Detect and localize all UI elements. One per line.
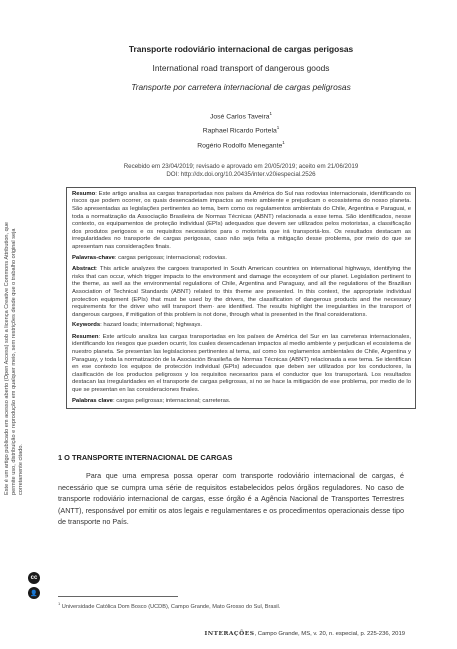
cc-icon: cc [28, 572, 40, 584]
title-portuguese: Transporte rodoviário internacional de cargas perigosas [128, 44, 354, 54]
received-dates: Recebido em 23/04/2019; revisado e aprovado em 20/05/2019; aceito em 21/06/2019 [123, 162, 359, 170]
article-dates [66, 163, 416, 180]
title-spanish: Transporte por carretera internacional de cargas peligrosas [131, 82, 351, 92]
doi-link[interactable]: DOI: http://dx.doi.org/10.20435/inter.v20iespecial.2526 [166, 171, 316, 179]
author: José Carlos Taveira$^1$ [209, 111, 273, 121]
title-english: International road transport of dangerous goods [152, 63, 330, 73]
author-list [66, 108, 416, 151]
keywords: Keywords: hazard loads; international; highways. [72, 322, 202, 329]
resumen-paragraph: Resumen: Este artículo analiza las cargas transportadas en los países de América del Sur en las carreteras internacionales, identificando los riesgos que pueden ocurrir, los cuales desencadenan impactos al medio ambiente y perjudican el ecosistema de nuestro planeta. Se presentan las legislaciones pertinentes al tema, así como los reglamentos ambientales de Chile, Argentina y Paraguay, y toda la normatización de la Asociación Brasileña de Normas Técnicas (ABNT) relacionada a ese tema. Se identifican en ese contexto los equipos de protección individual (EPIs) adecuados que deben ser utilizados por los conductores, la clasificación de los productos peligrosos y los requisitos necesarios para el conductor que los transportará. Los resultados destacan las irregularidades en el transporte de cargas peligrosas, si no se hace la mitigación de ese problema, por medio de lo que se presentan en las consideraciones finales. [72, 333, 411, 394]
footnote-divider [58, 596, 178, 597]
body-paragraph: Para que uma empresa possa operar com transporte rodoviário internacional de cargas, é necessário que se cumpra uma série de requisitos estabelecidos pelos órgãos reguladores. No caso de transporte rodoviário internacional de cargas, esse órgão é a Agência Nacional de Transportes Terrestres (ANTT), responsável por emitir os atos legais e regulamentares e os procedimentos operacionais desse tipo de transporte no País. [58, 471, 404, 527]
license-sidebar [4, 205, 50, 495]
author: Raphael Ricardo Portela$^1$ [202, 125, 280, 135]
page-footer [0, 630, 405, 637]
resumo-paragraph: Resumo: Este artigo analisa as cargas transportadas nos países da América do Sul nas rodovias internacionais, identificando os riscos que podem ocorrer, os quais desencadeiam impactos ao meio ambiente e prejudicam o ecossistema do nosso planeta. São apresentadas as legislações pertinentes ao tema, bem como os regulamentos ambientais do Chile, Argentina e Paraguai, e toda a normatização da Associação Brasileira de Normas Técnicas (ABNT) relacionada a esse tema. São identificados, nesse contexto, os equipamentos de proteção individual (EPIs) adequados que devem ser utilizados pelos motoristas, a classificação dos produtos perigosos e os requisitos necessários para o motorista que irá transportá-los. Os resultados destacam as irregularidades no transporte de cargas perigosas, caso não seja feita a mitigação desse problema, por meio do que se apresentam nas considerações finais. [72, 190, 411, 250]
article-header [66, 44, 416, 409]
journal-name: INTERAÇÕES [204, 630, 255, 637]
license-text: Este é um artigo publicado em acesso aberto (Open Access) sob a licença Creative Commons Attribution, que permite uso, distribuição e reprodução em qualquer meio, sem restrições desde que o trabalho original seja corretamente citado. [4, 222, 24, 495]
creative-commons-badge[interactable] [28, 572, 40, 599]
abstract-paragraph: Abstract: This article analyzes the cargoes transported in South American countries on international highways, identifying the risks that can occur, which trigger impacts to the environment and damage the ecosystem of our planet. Legislation pertinent to the theme, as well as the environmental regulations of Chile, Argentina and Paraguay, and all the regulations of the Brazilian Association of Technical Standards (ABNT) related to this theme are presented. In this context, the appropriate individual protection equipment (EPIs) that must be used by the drivers, the classification of dangerous products and the necessary requirements for the driver who will transport them· are identified. The results highlight the irregularities in the transport of dangerous cargoes, if mitigation of this problem is not done, through what is presented in the final considerations. [72, 266, 411, 318]
palavras-chave: Palavras-chave: cargas perigosas; internacional; rodovias. [72, 254, 227, 261]
abstract-box [66, 187, 416, 409]
section-heading: 1 O TRANSPORTE INTERNACIONAL DE CARGAS [58, 453, 233, 462]
palabras-clave: Palabras clave: cargas peligrosas; internacional; carreteras. [72, 397, 231, 404]
by-icon: 👤 [28, 587, 40, 599]
citation: , Campo Grande, MS, v. 20, n. especial, p. 225-236, 2019 [254, 631, 405, 637]
footnote: $^1$ Universidade Católica Dom Bosco (UCDB), Campo Grande, Mato Grosso do Sul, Brasil. [58, 601, 281, 610]
author: Rogério Rodolfo Menegante$^1$ [197, 139, 285, 149]
